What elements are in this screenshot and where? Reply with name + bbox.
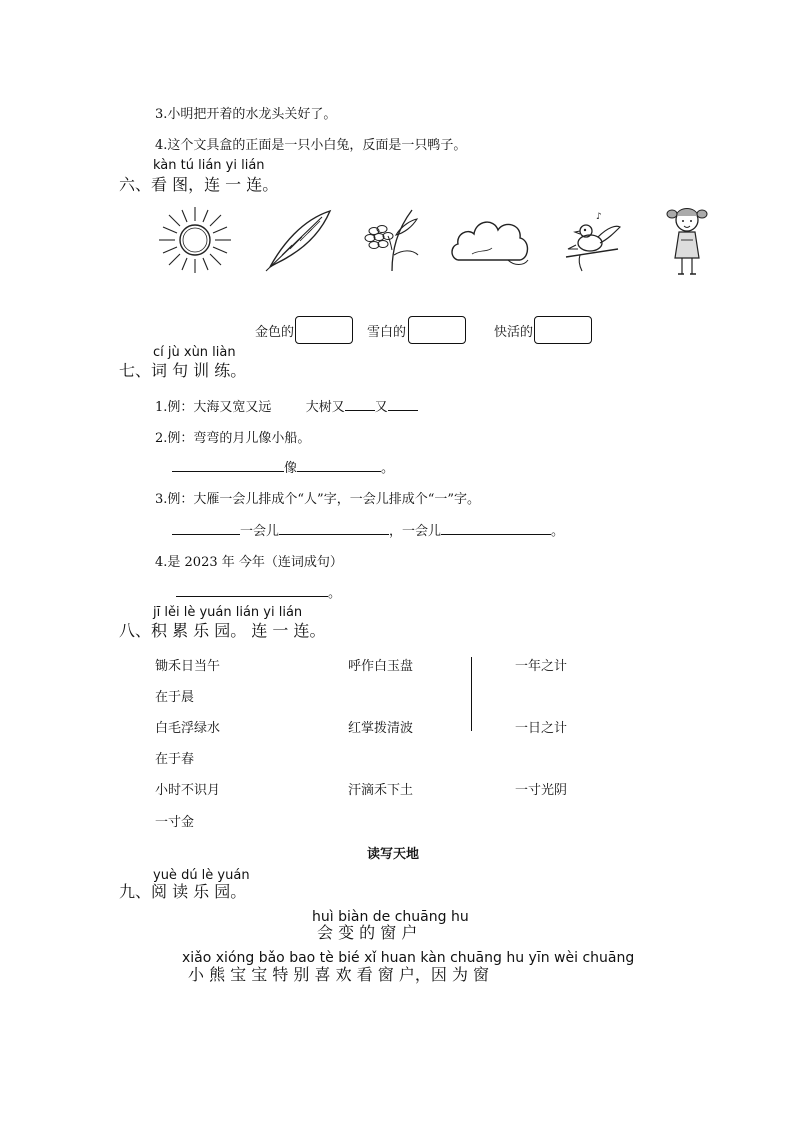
item3-end: 。 <box>551 524 565 539</box>
sec9-title: 九、阅 读 乐 园。 <box>119 882 247 901</box>
sec7-item-3-answer <box>172 520 564 539</box>
label-happy: 快活的 <box>494 325 534 340</box>
item3-blank-1[interactable] <box>172 520 240 535</box>
sec8-r2c1: 在于晨 <box>155 690 195 705</box>
sec8-r5c1: 小时不识月 <box>155 783 221 798</box>
sec9-pinyin: yuè dú lè yuán <box>153 868 250 883</box>
sec7-item-2: 2.例：弯弯的月儿像小船。 <box>155 431 311 446</box>
item4-blank[interactable] <box>176 582 328 597</box>
svg-text:♪: ♪ <box>596 212 602 222</box>
sec6-title: 六、看 图，连 一 连。 <box>119 175 279 194</box>
sec8-r3c2: 红掌拨清波 <box>348 721 414 736</box>
section-banner: 读写天地 <box>367 847 420 862</box>
feather-icon <box>262 205 334 273</box>
item-4: 4.这个文具盒的正面是一只小白兔，反面是一只鸭子。 <box>155 138 467 153</box>
item3-blank-2[interactable] <box>279 520 389 535</box>
sec8-r1c3: 一年之计 <box>515 659 568 674</box>
sec8-r5c3: 一寸光阴 <box>515 783 568 798</box>
sec8-r5c2: 汗滴禾下土 <box>348 783 414 798</box>
item2-blank-2[interactable] <box>297 457 381 472</box>
sec7-title: 七、词 句 训 练。 <box>119 361 247 380</box>
sec7-item-4: 4.是 2023 年 今年（连词成句） <box>155 555 343 570</box>
item1-you: 又 <box>374 400 388 415</box>
item3-a: 一会儿 <box>240 524 280 539</box>
item2-end: 。 <box>381 461 395 476</box>
sec6-pinyin: kàn tú lián yi lián <box>153 158 265 173</box>
item-3: 3.小明把开着的水龙头关好了。 <box>155 107 337 122</box>
story-line-pinyin: xiǎo xióng bǎo bao tè bié xǐ huan kàn chuāng hu yīn wèi chuāng <box>182 950 635 966</box>
answer-box-1[interactable] <box>295 316 353 344</box>
item1-blank-2[interactable] <box>388 396 418 411</box>
sec7-item-3: 3.例：大雁一会儿排成个“人”字，一会儿排成个“一”字。 <box>155 492 480 507</box>
sec8-title: 八、积 累 乐 园。 连 一 连。 <box>119 621 326 640</box>
sun-icon <box>155 205 235 275</box>
story-line-text: 小 熊 宝 宝 特 别 喜 欢 看 窗 户，因 为 窗 <box>188 965 490 984</box>
sec8-pinyin: jī lěi lè yuán lián yi lián <box>153 605 303 620</box>
item3-b: ，一会儿 <box>389 524 442 539</box>
sec8-r1c1: 锄禾日当午 <box>155 659 221 674</box>
story-title: 会 变 的 窗 户 <box>317 923 418 942</box>
rice-plant-icon <box>362 205 422 273</box>
sec8-r6c1: 一寸金 <box>155 815 195 830</box>
item2-like: 像 <box>284 461 298 476</box>
sec8-r4c1: 在于春 <box>155 752 195 767</box>
cloud-icon <box>448 210 532 270</box>
item1-blank-1[interactable] <box>345 396 375 411</box>
answer-box-3[interactable] <box>534 316 592 344</box>
girl-icon <box>664 200 710 280</box>
sec8-r1c2: 呼作白玉盘 <box>348 659 414 674</box>
divider-line <box>471 657 472 731</box>
item3-blank-3[interactable] <box>441 520 551 535</box>
sec7-item-2-answer <box>172 457 394 476</box>
label-snowwhite: 雪白的 <box>367 325 407 340</box>
sec7-pinyin: cí jù xùn liàn <box>153 345 236 360</box>
item2-blank-1[interactable] <box>172 457 284 472</box>
answer-box-2[interactable] <box>408 316 466 344</box>
story-title-pinyin: huì biàn de chuāng hu <box>312 909 469 925</box>
item1-example: 1.例：大海又宽又远 <box>155 400 272 415</box>
sec8-r3c1: 白毛浮绿水 <box>155 721 221 736</box>
item1-prompt: 大树又 <box>305 400 345 415</box>
sec7-item-1 <box>155 396 418 415</box>
bird-icon <box>560 205 624 273</box>
sec8-r3c3: 一日之计 <box>515 721 568 736</box>
sec7-item-4-answer <box>176 582 341 601</box>
item4-end: 。 <box>328 586 342 601</box>
label-golden: 金色的 <box>255 325 295 340</box>
